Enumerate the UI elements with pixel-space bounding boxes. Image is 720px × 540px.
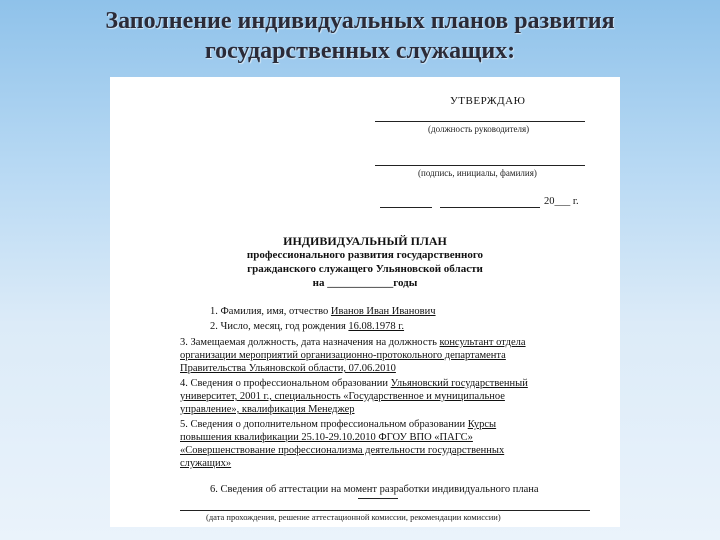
plan-subtitle-line2: профессионального развития государственного	[246, 249, 484, 261]
item-6-line	[180, 510, 590, 511]
item-2	[210, 320, 404, 333]
slide-title	[0, 6, 720, 66]
item-4	[180, 377, 528, 390]
slide-title-line1: Заполнение индивидуальных планов развития	[105, 8, 615, 34]
item-4-value-b: университет, 2001 г., специальность «Государственное и муниципальное	[180, 391, 505, 402]
date-month-line	[440, 207, 540, 208]
plan-years-blank: ____________	[327, 277, 394, 289]
plan-years-prefix: на	[312, 277, 325, 289]
item-6-short-line	[358, 498, 398, 499]
signature-line	[375, 165, 585, 166]
item-5	[180, 418, 496, 431]
position-caption: (должность руководителя)	[428, 124, 530, 134]
position-line	[375, 121, 585, 122]
plan-subtitle-line3: гражданского служащего Ульяновской области	[247, 263, 483, 275]
item-1	[210, 305, 436, 318]
document-page	[110, 77, 620, 527]
item-5-value-b: повышения квалификации 25.10-29.10.2010 ФГОУ ВПО «ПАГС»	[180, 432, 473, 443]
item-1-value: Иванов Иван Иванович	[330, 306, 436, 317]
plan-title: ИНДИВИДУАЛЬНЫЙ ПЛАН	[283, 234, 447, 248]
item-2-value: 16.08.1978 г.	[348, 321, 405, 332]
item-5-value-d: служащих»	[180, 458, 232, 469]
item-3-value-b: организации мероприятий организационно-протокольного департамента	[180, 350, 506, 361]
item-2-label: 2. Число, месяц, год рождения	[210, 321, 346, 332]
item-6-caption: (дата прохождения, решение аттестационной комиссии, рекомендации комиссии)	[206, 512, 501, 522]
item-4-value-c: управление», квалификация Менеджер	[180, 404, 355, 415]
approval-heading: УТВЕРЖДАЮ	[450, 95, 526, 107]
item-5-label: 5. Сведения о дополнительном профессиональном образовании	[180, 419, 466, 430]
plan-years-suffix: годы	[393, 277, 418, 289]
item-3-label: 3. Замещаемая должность, дата назначения на должность	[180, 337, 437, 348]
date-year: 20___ г.	[544, 196, 579, 207]
plan-years	[110, 277, 620, 289]
item-6-label: 6. Сведения об аттестации на момент разработки индивидуального плана	[210, 484, 539, 495]
item-5-value-a: Курсы	[467, 419, 497, 430]
item-5-value-c: «Совершенствование профессионализма деятельности государственных	[180, 445, 505, 456]
item-1-label: 1. Фамилия, имя, отчество	[210, 306, 329, 317]
item-3	[180, 336, 526, 349]
slide-title-line2: государственных служащих:	[204, 38, 516, 64]
date-day-line	[380, 207, 432, 208]
item-3-value-a: консультант отдела	[439, 337, 526, 348]
item-4-value-a: Ульяновский государственный	[390, 378, 528, 389]
item-4-label: 4. Сведения о профессиональном образовании	[180, 378, 389, 389]
signature-caption: (подпись, инициалы, фамилия)	[418, 168, 537, 178]
item-3-value-c: Правительства Ульяновской области, 07.06.2010	[180, 363, 396, 374]
